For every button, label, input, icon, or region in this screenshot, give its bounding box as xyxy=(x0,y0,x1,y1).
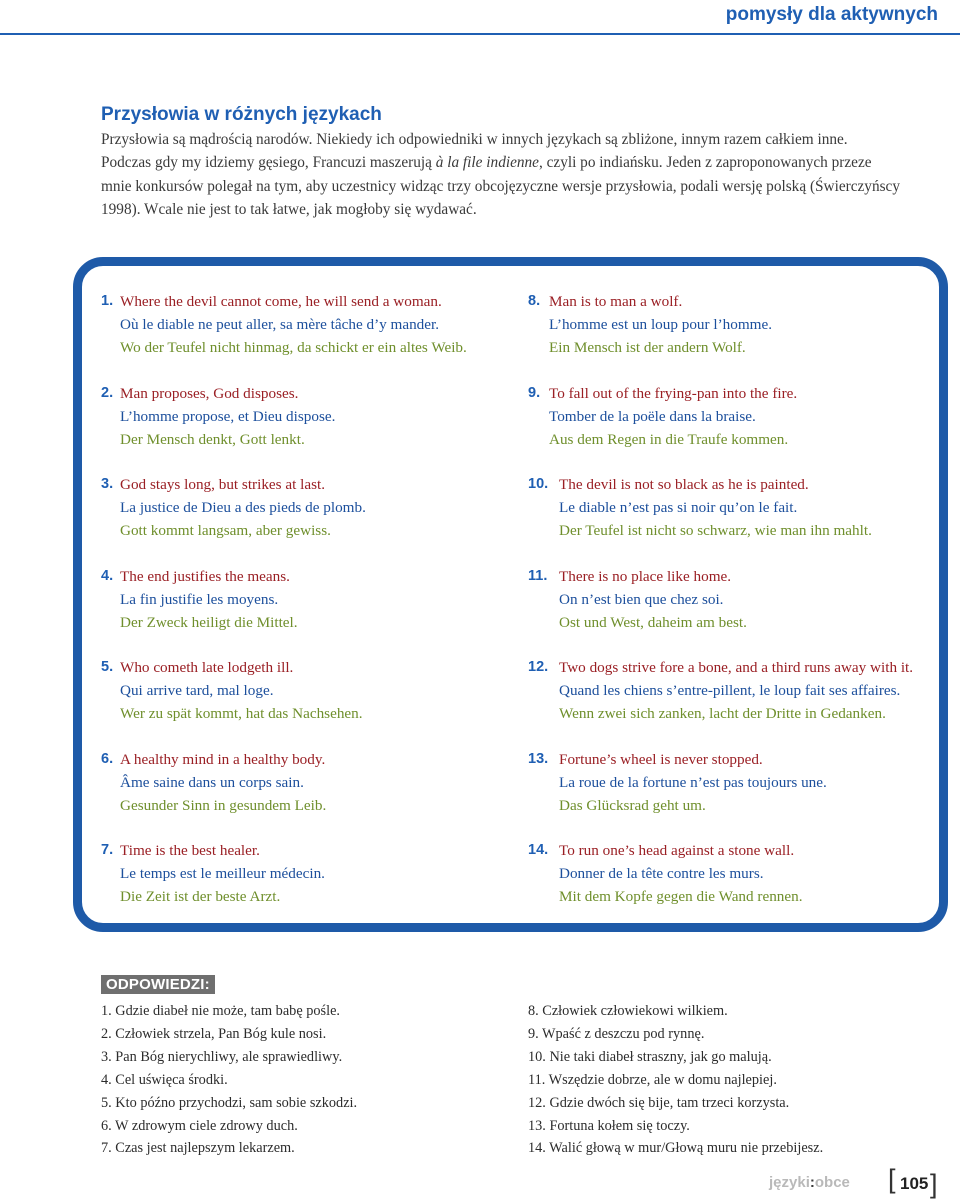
proverb-english: Man is to man a wolf. xyxy=(549,293,683,310)
proverb-german: Der Mensch denkt, Gott lenkt. xyxy=(120,430,305,448)
answer-line: 11. Wszędzie dobrze, ale w domu najlepiej. xyxy=(528,1071,777,1088)
proverb-number: 9. xyxy=(528,384,541,401)
page-number-bracket: [ xyxy=(888,1164,896,1194)
proverb-german: Wo der Teufel nicht hinmag, da schickt er ein altes Weib. xyxy=(120,339,467,356)
answer-line: 8. Człowiek człowiekowi wilkiem. xyxy=(528,1003,728,1019)
proverb-german: Die Zeit ist der beste Arzt. xyxy=(120,888,281,905)
header-title: pomysły dla aktywnych xyxy=(725,4,938,25)
proverb-number: 7. xyxy=(101,842,114,858)
proverb-versions xyxy=(120,290,467,359)
answer-line: 13. Fortuna kołem się toczy. xyxy=(528,1117,690,1134)
proverb-german: Ost und West, daheim am best. xyxy=(559,613,747,631)
proverb-english: Fortune’s wheel is never stopped. xyxy=(559,750,763,768)
proverb-french: La roue de la fortune n’est pas toujours une. xyxy=(559,773,827,791)
proverb-versions xyxy=(120,382,335,451)
answers-label: ODPOWIEDZI: xyxy=(101,975,215,994)
answer-line: 10. Nie taki diabeł straszny, jak go malują. xyxy=(528,1048,772,1065)
proverb-number: 11. xyxy=(528,567,548,584)
answer-line: 1. Gdzie diabeł nie może, tam babę pośle. xyxy=(101,1003,340,1019)
proverb-english: The devil is not so black as he is painted. xyxy=(559,476,809,493)
intro-paragraph xyxy=(101,128,944,221)
proverb-english: The end justifies the means. xyxy=(120,567,290,585)
intro-text: , czyli po indiańsku. Jeden z zaproponowanych przeze xyxy=(538,154,872,172)
intro-text: Przysłowia są mądrością narodów. Niekiedy ich odpowiedniki w innych językach są zbliżone, innym razem całkiem inne. xyxy=(101,131,848,148)
intro-line xyxy=(101,198,944,221)
proverb-french: Âme saine dans un corps sain. xyxy=(120,773,304,791)
proverb-number: 13. xyxy=(528,750,549,767)
proverb-versions xyxy=(549,290,772,359)
proverb-number: 2. xyxy=(101,384,114,401)
intro-text: 1998). Wcale nie jest to tak łatwe, jak mogłoby się wydawać. xyxy=(101,200,477,218)
intro-line xyxy=(101,175,944,198)
footer-brand-separator: : xyxy=(809,1174,815,1191)
proverb-german: Aus dem Regen in die Traufe kommen. xyxy=(549,430,789,448)
intro-text: mnie konkursów polegał na tym, aby uczestnicy widząc trzy obcojęzyczne wersje przysłowia, podali wersję polską (Świerczyńscy xyxy=(101,177,900,195)
proverb-english: Man proposes, God disposes. xyxy=(120,384,299,402)
answer-line: 5. Kto późno przychodzi, sam sobie szkodzi. xyxy=(101,1094,358,1111)
proverb-versions xyxy=(559,748,827,817)
proverb-english: A healthy mind in a healthy body. xyxy=(120,750,326,768)
page-number-bracket: ] xyxy=(930,1169,938,1199)
proverb-german: Wer zu spät kommt, hat das Nachsehen. xyxy=(120,705,363,722)
answer-line: 7. Czas jest najlepszym lekarzem. xyxy=(101,1140,295,1157)
header-divider xyxy=(0,33,960,35)
proverb-number: 14. xyxy=(528,842,549,858)
proverb-french: Quand les chiens s’entre-pillent, le loup fait ses affaires. xyxy=(559,682,901,699)
section-title: Przysłowia w różnych językach xyxy=(101,104,382,125)
proverb-english: Time is the best healer. xyxy=(120,842,260,859)
intro-line xyxy=(101,151,944,174)
proverb-versions xyxy=(120,565,298,634)
proverb-french: Le temps est le meilleur médecin. xyxy=(120,865,325,882)
answer-line: 4. Cel uświęca środki. xyxy=(101,1071,228,1088)
proverb-number: 5. xyxy=(101,659,114,675)
answers-column-left xyxy=(101,1000,357,1160)
answer-line: 9. Wpaść z deszczu pod rynnę. xyxy=(528,1025,705,1042)
proverb-number: 4. xyxy=(101,567,114,584)
proverb-french: Tomber de la poële dans la braise. xyxy=(549,407,756,425)
proverb-french: Le diable n’est pas si noir qu’on le fait. xyxy=(559,499,798,516)
proverb-versions xyxy=(120,473,366,542)
proverb-english: To fall out of the frying-pan into the fire. xyxy=(549,384,798,402)
footer-brand-part: obce xyxy=(814,1174,850,1191)
proverb-german: Gott kommt langsam, aber gewiss. xyxy=(120,522,331,539)
proverb-english: To run one’s head against a stone wall. xyxy=(559,842,795,859)
footer-brand-part: języki xyxy=(769,1174,810,1191)
proverb-english: God stays long, but strikes at last. xyxy=(120,476,326,493)
proverb-versions xyxy=(559,839,803,908)
proverb-versions xyxy=(120,839,325,908)
proverb-english: Who cometh late lodgeth ill. xyxy=(120,659,294,676)
proverb-number: 8. xyxy=(528,293,541,309)
proverb-english: Where the devil cannot come, he will send a woman. xyxy=(120,293,442,310)
proverb-french: L’homme est un loup pour l’homme. xyxy=(549,316,773,333)
page-number-value: 105 xyxy=(900,1174,929,1193)
answer-line: 6. W zdrowym ciele zdrowy duch. xyxy=(101,1117,298,1134)
proverb-french: L’homme propose, et Dieu dispose. xyxy=(120,407,336,425)
footer-brand xyxy=(769,1174,850,1191)
proverb-german: Gesunder Sinn in gesundem Leib. xyxy=(120,796,327,814)
proverb-french: Où le diable ne peut aller, sa mère tâche d’y mander. xyxy=(120,316,440,333)
proverb-versions xyxy=(120,748,326,817)
proverb-german: Der Zweck heiligt die Mittel. xyxy=(120,613,298,631)
answer-line: 12. Gdzie dwóch się bije, tam trzeci korzysta. xyxy=(528,1094,790,1111)
proverb-number: 3. xyxy=(101,476,114,492)
proverb-german: Ein Mensch ist der andern Wolf. xyxy=(549,339,746,356)
answer-line: 14. Walić głową w mur/Głową muru nie przebijesz. xyxy=(528,1140,824,1157)
intro-italic-phrase: à la file indienne xyxy=(435,154,539,172)
proverb-versions xyxy=(120,656,363,725)
proverb-french: Qui arrive tard, mal loge. xyxy=(120,682,274,699)
proverb-number: 6. xyxy=(101,750,114,767)
proverb-french: On n’est bien que chez soi. xyxy=(559,590,724,608)
proverb-versions xyxy=(559,473,872,542)
proverb-german: Der Teufel ist nicht so schwarz, wie man ihn mahlt. xyxy=(559,522,872,539)
proverb-german: Das Glücksrad geht um. xyxy=(559,796,706,814)
proverb-number: 1. xyxy=(101,293,114,309)
proverb-english: There is no place like home. xyxy=(559,567,732,585)
proverb-german: Wenn zwei sich zanken, lacht der Dritte in Gedanken. xyxy=(559,705,886,722)
proverb-french: La fin justifie les moyens. xyxy=(120,590,279,608)
proverb-french: La justice de Dieu a des pieds de plomb. xyxy=(120,499,366,516)
answer-line: 2. Człowiek strzela, Pan Bóg kule nosi. xyxy=(101,1025,327,1042)
proverb-versions xyxy=(549,382,797,451)
proverb-number: 12. xyxy=(528,659,549,675)
proverb-versions xyxy=(559,656,913,725)
intro-text: Podczas gdy my idziemy gęsiego, Francuzi maszerują xyxy=(101,154,436,172)
proverb-french: Donner de la tête contre les murs. xyxy=(559,865,764,882)
proverb-german: Mit dem Kopfe gegen die Wand rennen. xyxy=(559,888,803,905)
answer-line: 3. Pan Bóg nierychliwy, ale sprawiedliwy. xyxy=(101,1048,343,1065)
proverb-versions xyxy=(559,565,747,634)
proverb-number: 10. xyxy=(528,476,549,492)
proverb-english: Two dogs strive fore a bone, and a third runs away with it. xyxy=(559,659,914,676)
intro-line xyxy=(101,128,944,151)
answers-column-right xyxy=(528,1000,823,1160)
